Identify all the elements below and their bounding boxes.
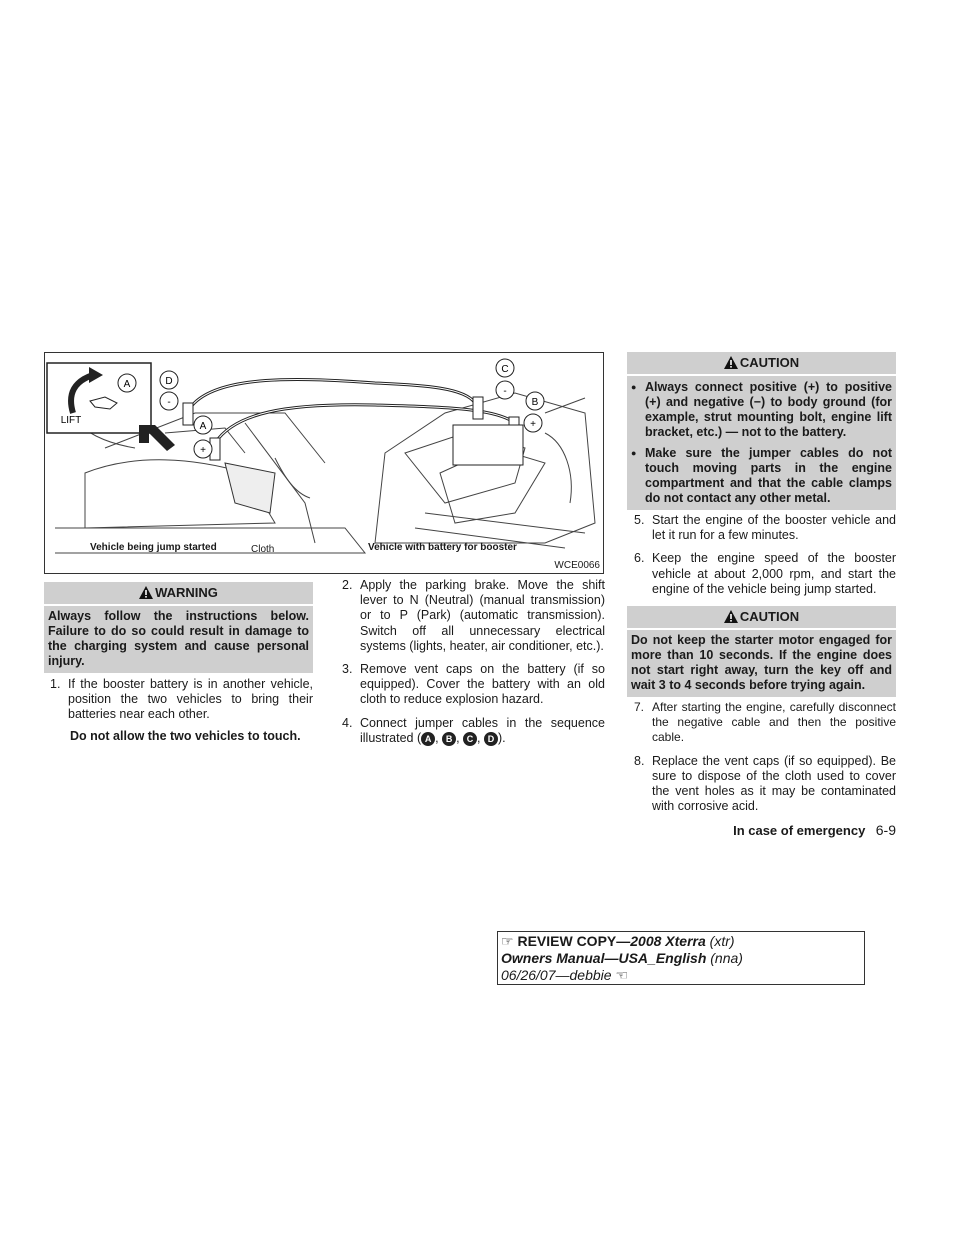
step-1-note: Do not allow the two vehicles to touch. [70, 728, 301, 743]
step-4: 4. Connect jumper cables in the sequence illustrated ( A , B , C , D ). [342, 715, 605, 745]
hand-point-left-icon: ☜ [615, 967, 628, 983]
lift-arrow-icon [139, 425, 175, 451]
label-lift: LIFT [60, 415, 82, 426]
caption-left: Vehicle being jump started [90, 542, 217, 553]
step-2: 2. Apply the parking brake. Move the shift lever to N (Neutral) (manual transmission) or to P (Park) (automatic transmission). Switch off all unnecessary electrical systems (lights, heater, air conditioner, etc.). [342, 578, 605, 653]
step-7: 7. After starting the engine, carefully disconnect the negative cable and then the positive cable. [634, 700, 896, 745]
caution-box-2 [627, 606, 896, 697]
label-d: D [165, 376, 173, 387]
caution-body-2: Do not keep the starter motor engaged for more than 10 seconds. If the engine does not start right away, turn the key off and wait 3 to 4 seconds before trying again. [627, 630, 896, 697]
step-8: 8. Replace the vent caps (if so equipped). Be sure to dispose of the cloth used to cover the vent holes as it may be contaminated with corrosive acid. [634, 753, 896, 814]
warning-body: Always follow the instructions below. Failure to do so could result in damage to the charging system and cause personal injury. [44, 606, 313, 673]
caution-heading-1: CAUTION [627, 352, 896, 374]
label-plus-left: + [200, 445, 206, 456]
warning-icon [139, 586, 153, 599]
label-c: C [501, 364, 509, 375]
jump-start-illustration [44, 352, 604, 574]
label-a: A [199, 421, 207, 432]
engine-bay-drawing [45, 353, 603, 573]
step-3: 3. Remove vent caps on the battery (if so equipped). Cover the battery with an old cloth to reduce explosion hazard. [342, 662, 605, 707]
seq-a: A [421, 732, 435, 746]
column-2-steps [342, 578, 605, 754]
step-6: 6. Keep the engine speed of the booster vehicle at about 2,000 rpm, and start the engine of the vehicle being jump started. [634, 551, 896, 596]
caption-right: Vehicle with battery for booster [368, 542, 517, 553]
hand-point-right-icon: ☞ [501, 933, 514, 949]
label-b: B [531, 397, 539, 408]
label-minus-right: - [503, 386, 507, 397]
label-plus-right: + [530, 419, 536, 430]
review-line-2: Owners Manual—USA_English (nna) [501, 950, 743, 966]
caution-box-1 [627, 352, 896, 510]
caution-bullet-2: ● Make sure the jumper cables do not touch moving parts in the engine compartment and that the cable clamps do not contact any other metal. [631, 446, 892, 506]
column-3-steps-b [634, 700, 896, 822]
page-footer [716, 822, 896, 840]
step-5: 5. Start the engine of the booster vehicle and let it run for a few minutes. [634, 513, 896, 543]
review-line-3: 06/26/07—debbie ☜ [501, 967, 628, 983]
label-minus-left: - [167, 397, 171, 408]
seq-b: B [442, 732, 456, 746]
column-1-steps [50, 677, 313, 744]
caption-cloth: Cloth [251, 544, 275, 555]
warning-heading: WARNING [44, 582, 313, 604]
caution-body-1 [627, 376, 896, 510]
caution-icon [724, 610, 738, 623]
caution-bullet-1: ● Always connect positive (+) to positive (+) and negative (−) to body ground (for example, strut mounting bolt, engine lift bracket, etc.) — not to the battery. [631, 380, 892, 440]
seq-d: D [484, 732, 498, 746]
figure-id: WCE0066 [554, 560, 600, 571]
label-a-inset: A [123, 379, 131, 390]
step-1: 1. If the booster battery is in another vehicle, position the two vehicles to bring their batteries near each other. [50, 677, 313, 722]
page-number: 6-9 [875, 822, 896, 838]
caution-icon [724, 356, 738, 369]
review-line-1: ☞ REVIEW COPY—2008 Xterra (xtr) [501, 933, 735, 949]
review-copy-stamp [497, 931, 865, 985]
column-3-steps-a [634, 513, 896, 605]
seq-c: C [463, 732, 477, 746]
caution-heading-2: CAUTION [627, 606, 896, 628]
booster-battery [453, 425, 523, 465]
section-title: In case of emergency [733, 823, 866, 838]
warning-box [44, 582, 313, 673]
